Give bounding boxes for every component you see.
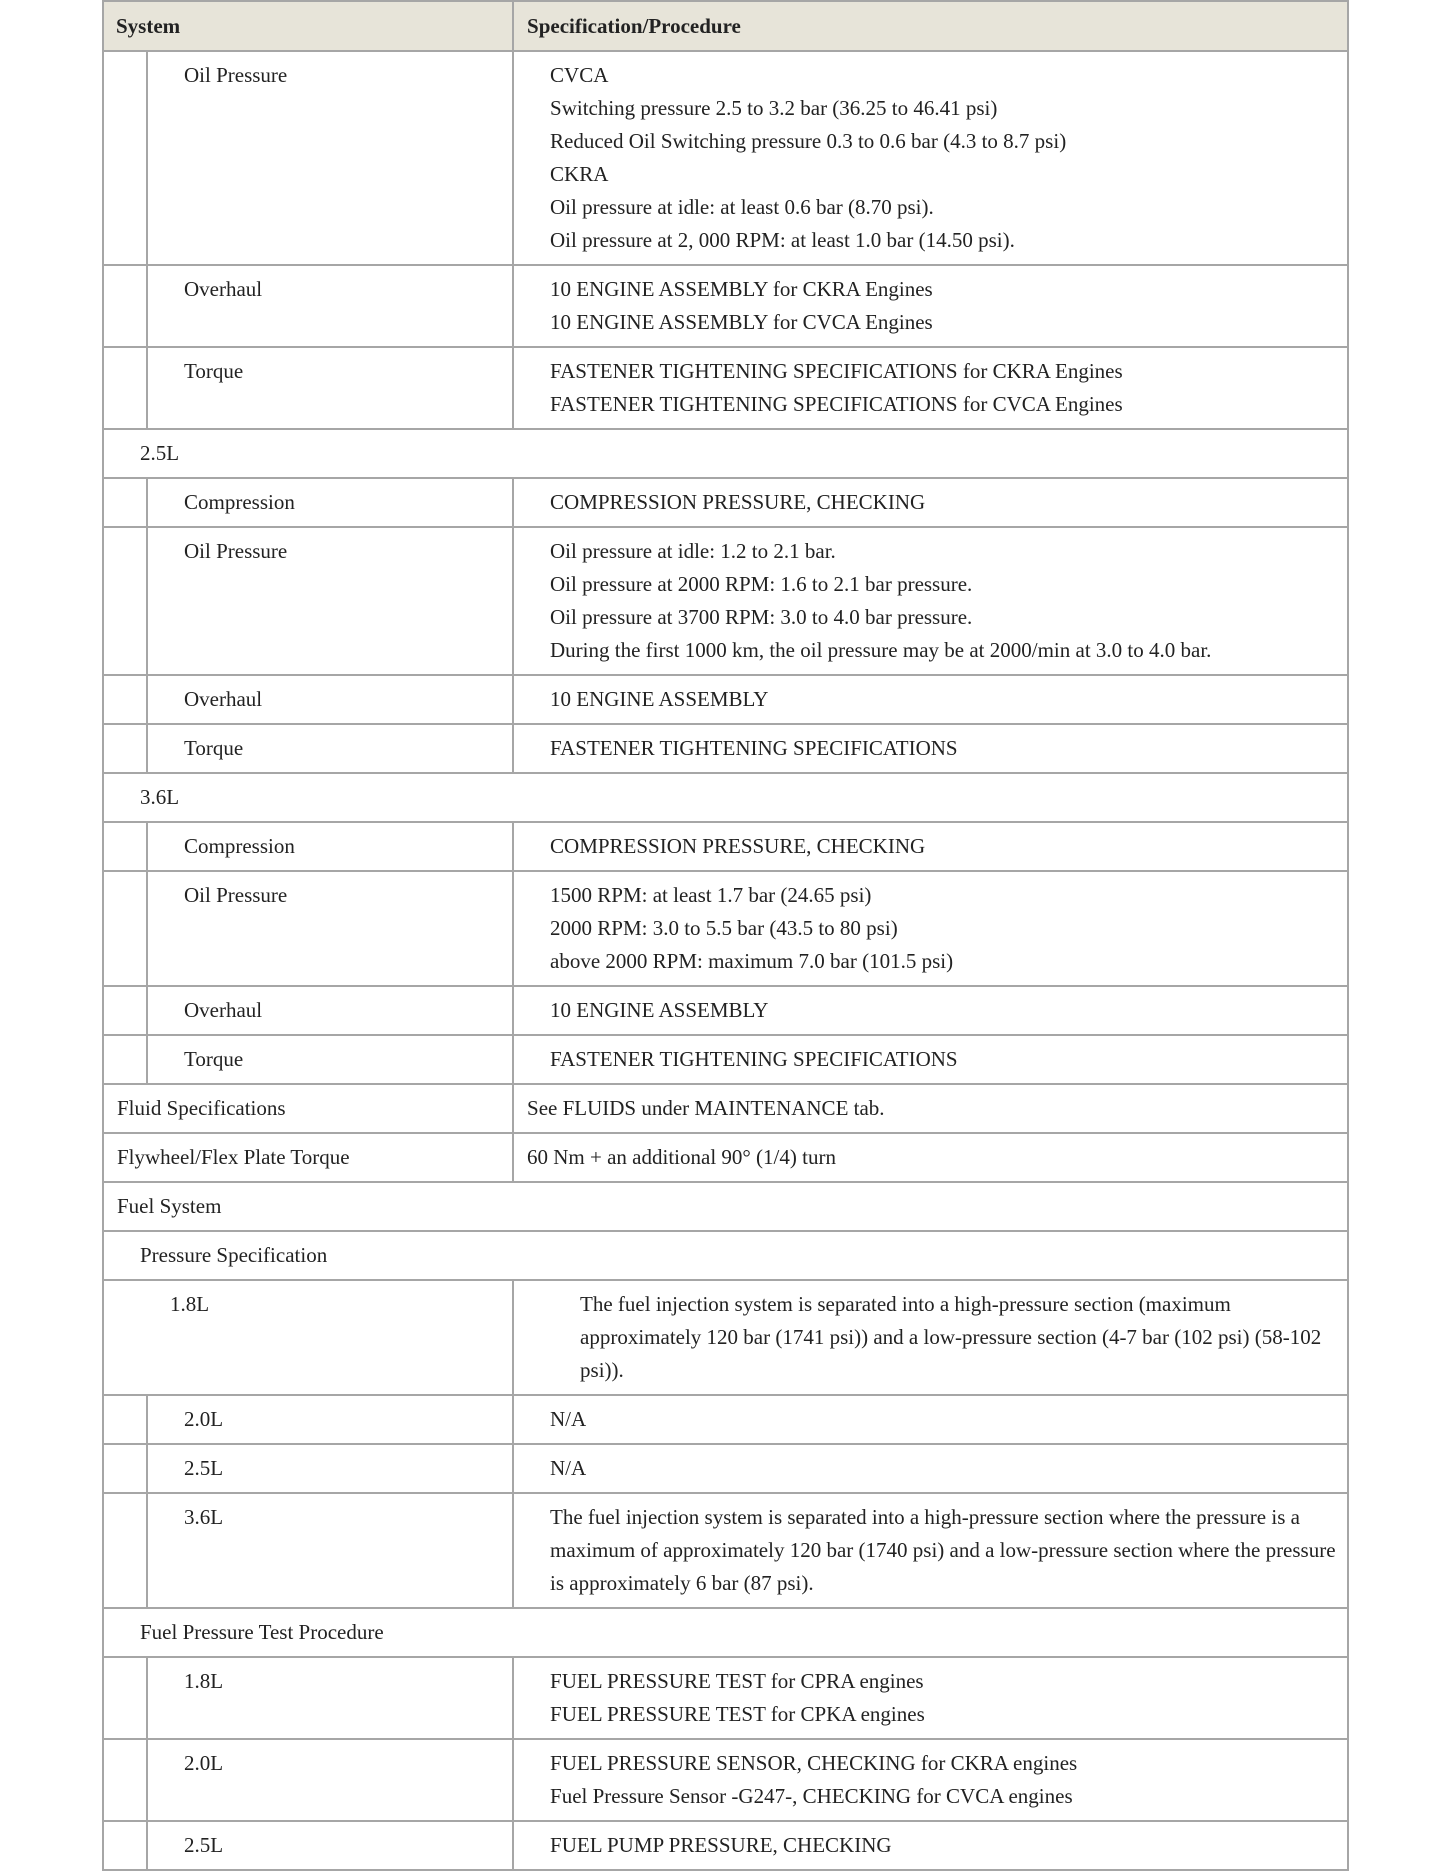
spec-cell [513, 1739, 1348, 1821]
spec-cell [513, 1821, 1348, 1870]
indent-cell [103, 675, 147, 724]
indent-cell [103, 724, 147, 773]
section-row [103, 429, 1348, 478]
spec-line: See FLUIDS under MAINTENANCE tab. [527, 1096, 885, 1120]
spec-line: 60 Nm + an additional 90° (1/4) turn [527, 1145, 836, 1169]
indent-cell [103, 478, 147, 527]
spec-line: Oil pressure at idle: at least 0.6 bar (8.70 psi). [550, 195, 934, 219]
section-label: Fuel Pressure Test Procedure [103, 1608, 1348, 1657]
spec-cell [513, 724, 1348, 773]
section-row [103, 773, 1348, 822]
table-row [103, 724, 1348, 773]
table-row [103, 1739, 1348, 1821]
table-row [103, 478, 1348, 527]
spec-line: COMPRESSION PRESSURE, CHECKING [550, 490, 926, 514]
system-label: Compression [147, 478, 513, 527]
spec-cell [513, 1493, 1348, 1608]
system-label: Oil Pressure [147, 871, 513, 986]
spec-line: 10 ENGINE ASSEMBLY [550, 998, 769, 1022]
header-specification: Specification/Procedure [513, 1, 1348, 51]
spec-cell [513, 1084, 1348, 1133]
system-label: Oil Pressure [147, 527, 513, 675]
section-row [103, 1182, 1348, 1231]
spec-line: FUEL PRESSURE TEST for CPKA engines [550, 1702, 925, 1726]
spec-line: Reduced Oil Switching pressure 0.3 to 0.6 bar (4.3 to 8.7 psi) [550, 129, 1067, 153]
system-label: 3.6L [147, 1493, 513, 1608]
table-body [103, 51, 1348, 1870]
indent-cell [103, 1035, 147, 1084]
table-row [103, 1133, 1348, 1182]
system-label: 2.5L [147, 1444, 513, 1493]
table-row [103, 822, 1348, 871]
spec-cell [513, 51, 1348, 265]
indent-cell [103, 1493, 147, 1608]
system-label: Flywheel/Flex Plate Torque [103, 1133, 513, 1182]
spec-cell [513, 1035, 1348, 1084]
table-header-row [103, 1, 1348, 51]
system-label: 2.0L [147, 1739, 513, 1821]
spec-line: 10 ENGINE ASSEMBLY [550, 687, 769, 711]
system-label: 2.0L [147, 1395, 513, 1444]
header-system: System [103, 1, 513, 51]
spec-line: 1500 RPM: at least 1.7 bar (24.65 psi) [550, 883, 872, 907]
spec-line: Fuel Pressure Sensor -G247-, CHECKING for CVCA engines [550, 1784, 1073, 1808]
spec-line: CVCA [550, 63, 609, 87]
system-label: Torque [147, 1035, 513, 1084]
table-row [103, 347, 1348, 429]
system-label: Overhaul [147, 265, 513, 347]
system-label: Torque [147, 724, 513, 773]
indent-cell [103, 1395, 147, 1444]
table-row [103, 1657, 1348, 1739]
spec-cell [513, 1395, 1348, 1444]
spec-cell [513, 265, 1348, 347]
spec-line: FUEL PRESSURE TEST for CPRA engines [550, 1669, 924, 1693]
spec-line: 10 ENGINE ASSEMBLY for CKRA Engines [550, 277, 933, 301]
spec-line: CKRA [550, 162, 609, 186]
spec-line: FASTENER TIGHTENING SPECIFICATIONS [550, 1047, 958, 1071]
system-label: Torque [147, 347, 513, 429]
spec-line: Oil pressure at 2000 RPM: 1.6 to 2.1 bar pressure. [550, 572, 973, 596]
spec-line: COMPRESSION PRESSURE, CHECKING [550, 834, 926, 858]
section-label: 2.5L [103, 429, 1348, 478]
spec-cell [513, 347, 1348, 429]
indent-cell [103, 1657, 147, 1739]
indent-cell [103, 527, 147, 675]
spec-line: N/A [550, 1456, 587, 1480]
spec-line: The fuel injection system is separated into a high-pressure section where the pressure is a maximum of approximately 120 bar (1740 psi) and a low-pressure section where the pressure is approximately 6 bar (87 psi). [550, 1505, 1336, 1595]
system-label: Oil Pressure [147, 51, 513, 265]
spec-cell [513, 822, 1348, 871]
indent-cell [103, 986, 147, 1035]
system-label: Fluid Specifications [103, 1084, 513, 1133]
table-row [103, 675, 1348, 724]
system-label: 1.8L [103, 1280, 513, 1395]
indent-cell [103, 1444, 147, 1493]
system-label: Overhaul [147, 675, 513, 724]
spec-cell [513, 1657, 1348, 1739]
table-row [103, 51, 1348, 265]
spec-cell [513, 871, 1348, 986]
spec-cell [513, 986, 1348, 1035]
spec-line: Switching pressure 2.5 to 3.2 bar (36.25 to 46.41 psi) [550, 96, 998, 120]
spec-line: Oil pressure at 2, 000 RPM: at least 1.0 bar (14.50 psi). [550, 228, 1015, 252]
spec-cell [513, 1444, 1348, 1493]
indent-cell [103, 265, 147, 347]
system-label: Compression [147, 822, 513, 871]
indent-cell [103, 822, 147, 871]
table-row [103, 1035, 1348, 1084]
specification-table [102, 0, 1349, 1871]
spec-cell [513, 478, 1348, 527]
spec-line: FASTENER TIGHTENING SPECIFICATIONS for CVCA Engines [550, 392, 1123, 416]
table-row [103, 1395, 1348, 1444]
indent-cell [103, 1739, 147, 1821]
indent-cell [103, 871, 147, 986]
system-label: 1.8L [147, 1657, 513, 1739]
table-row [103, 1493, 1348, 1608]
section-label: Fuel System [103, 1182, 1348, 1231]
indent-cell [103, 1821, 147, 1870]
spec-line: FUEL PUMP PRESSURE, CHECKING [550, 1833, 892, 1857]
spec-line: The fuel injection system is separated into a high-pressure section (maximum approximately 120 bar (1741 psi)) and a low-pressure section (4-7 bar (102 psi) (58-102 psi)). [580, 1292, 1322, 1382]
system-label: Overhaul [147, 986, 513, 1035]
table-row [103, 986, 1348, 1035]
indent-cell [103, 51, 147, 265]
section-label: Pressure Specification [103, 1231, 1348, 1280]
section-row [103, 1608, 1348, 1657]
spec-line: Oil pressure at idle: 1.2 to 2.1 bar. [550, 539, 836, 563]
spec-line: 2000 RPM: 3.0 to 5.5 bar (43.5 to 80 psi) [550, 916, 898, 940]
table-row [103, 1444, 1348, 1493]
spec-line: above 2000 RPM: maximum 7.0 bar (101.5 psi) [550, 949, 954, 973]
spec-line: Oil pressure at 3700 RPM: 3.0 to 4.0 bar pressure. [550, 605, 973, 629]
table-row [103, 265, 1348, 347]
table-row [103, 871, 1348, 986]
table-row [103, 1280, 1348, 1395]
spec-cell [513, 1280, 1348, 1395]
indent-cell [103, 347, 147, 429]
section-label: 3.6L [103, 773, 1348, 822]
spec-line: FASTENER TIGHTENING SPECIFICATIONS for CKRA Engines [550, 359, 1123, 383]
spec-cell [513, 1133, 1348, 1182]
section-row [103, 1231, 1348, 1280]
spec-line: FUEL PRESSURE SENSOR, CHECKING for CKRA engines [550, 1751, 1078, 1775]
spec-line: N/A [550, 1407, 587, 1431]
spec-line: 10 ENGINE ASSEMBLY for CVCA Engines [550, 310, 933, 334]
spec-line: During the first 1000 km, the oil pressure may be at 2000/min at 3.0 to 4.0 bar. [550, 638, 1212, 662]
spec-cell [513, 527, 1348, 675]
spec-line: FASTENER TIGHTENING SPECIFICATIONS [550, 736, 958, 760]
table-row [103, 1821, 1348, 1870]
system-label: 2.5L [147, 1821, 513, 1870]
table-row [103, 527, 1348, 675]
table-row [103, 1084, 1348, 1133]
spec-cell [513, 675, 1348, 724]
